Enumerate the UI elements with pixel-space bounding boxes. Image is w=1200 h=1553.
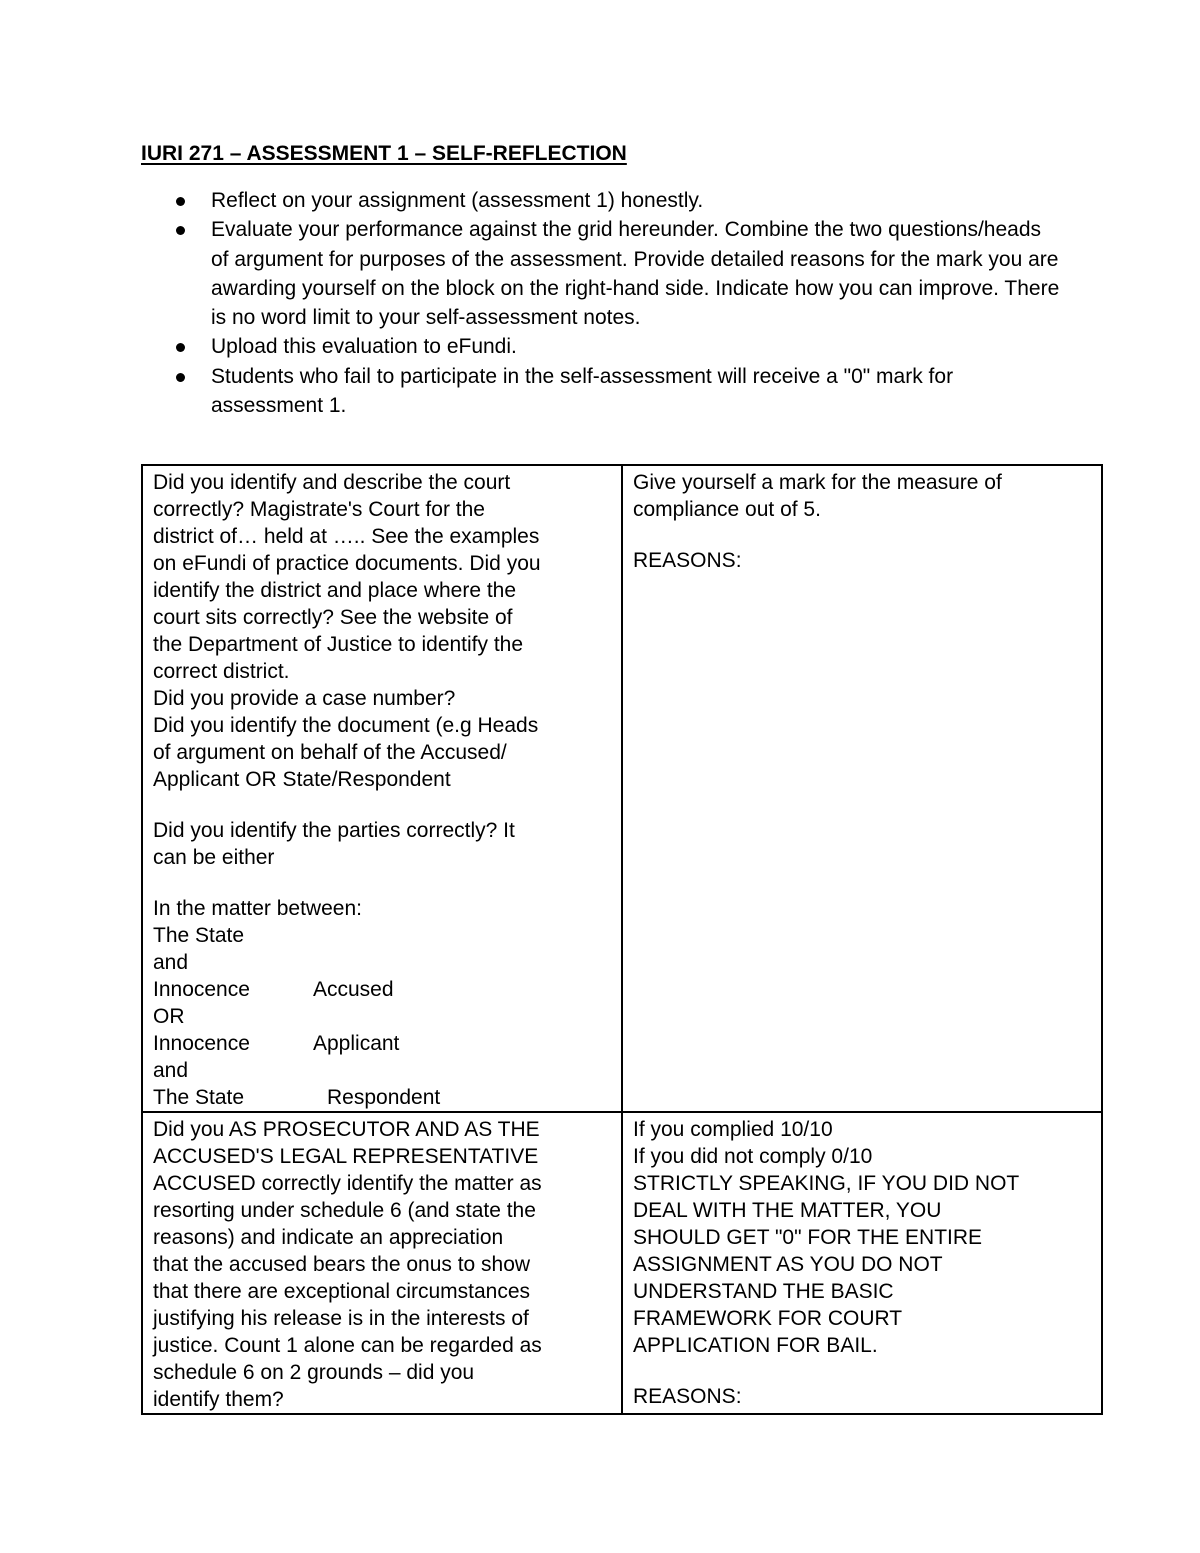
- party-innocence: Innocence: [153, 1032, 250, 1055]
- mark-cell[interactable]: [622, 465, 1102, 1112]
- mark-prompt-line: Give yourself a mark for the measure of: [633, 471, 1002, 494]
- mark-rule-line: FRAMEWORK FOR COURT: [633, 1307, 903, 1330]
- criteria-line: can be either: [153, 846, 275, 869]
- paragraph-gap: [153, 871, 611, 895]
- criteria-line: court sits correctly? See the website of: [153, 606, 513, 629]
- instruction-item: [141, 215, 1061, 332]
- criteria-line: justice. Count 1 alone can be regarded as: [153, 1334, 542, 1357]
- bullet-icon: [176, 343, 185, 352]
- grid-row-court-identification: [142, 465, 1102, 1112]
- mark-rule-line: ASSIGNMENT AS YOU DO NOT: [633, 1253, 943, 1276]
- criteria-line: correct district.: [153, 660, 290, 683]
- criteria-line: that the accused bears the onus to show: [153, 1253, 531, 1276]
- instruction-item: [141, 362, 1061, 421]
- criteria-line: Did you identify the document (e.g Heads: [153, 714, 539, 737]
- criteria-line: of argument on behalf of the Accused/: [153, 741, 507, 764]
- assessment-grid: [141, 464, 1103, 1415]
- criteria-cell: [142, 465, 622, 1112]
- criteria-line: justifying his release is in the interests of: [153, 1307, 529, 1330]
- reasons-label: REASONS:: [633, 1385, 742, 1408]
- criteria-line: resorting under schedule 6 (and state the: [153, 1199, 536, 1222]
- criteria-line: that there are exceptional circumstances: [153, 1280, 531, 1303]
- instruction-item: [141, 186, 1061, 215]
- instruction-text: Students who fail to participate in the self-assessment will receive a "0" mark for assessment 1.: [211, 364, 954, 418]
- instruction-text: Upload this evaluation to eFundi.: [211, 335, 517, 359]
- criteria-line: district of… held at ….. See the examples: [153, 525, 540, 548]
- criteria-line: ACCUSED'S LEGAL REPRESENTATIVE: [153, 1145, 539, 1168]
- criteria-cell: [142, 1112, 622, 1414]
- alternative-separator: OR: [153, 1005, 185, 1028]
- mark-cell[interactable]: [622, 1112, 1102, 1414]
- party-state: The State: [153, 924, 245, 947]
- criteria-line: ACCUSED correctly identify the matter as: [153, 1172, 542, 1195]
- party-role-accused: Accused: [313, 978, 394, 1001]
- mark-rule-line: SHOULD GET "0" FOR THE ENTIRE: [633, 1226, 983, 1249]
- reasons-label: REASONS:: [633, 549, 742, 572]
- mark-rule-line: If you did not comply 0/10: [633, 1145, 873, 1168]
- party-row: [153, 1084, 611, 1111]
- paragraph-gap: [153, 793, 611, 817]
- mark-rule-line: DEAL WITH THE MATTER, YOU: [633, 1199, 942, 1222]
- mark-rule-line: STRICTLY SPEAKING, IF YOU DID NOT: [633, 1172, 1020, 1195]
- criteria-line: identify the district and place where the: [153, 579, 517, 602]
- party-row: [153, 976, 611, 1003]
- party-row: [153, 1030, 611, 1057]
- party-conjunction: and: [153, 951, 189, 974]
- criteria-line: Did you identify the parties correctly? It: [153, 819, 515, 842]
- party-role-respondent: Respondent: [327, 1086, 441, 1109]
- criteria-line: Did you provide a case number?: [153, 687, 456, 710]
- instruction-text: Evaluate your performance against the grid hereunder. Combine the two questions/heads of argument for purposes of the assessment. Provide detailed reasons for the mark you are awarding yourself on the block on the right-hand side. Indicate how you can improve. There is no word limit to your self-assessment notes.: [211, 218, 1060, 330]
- party-conjunction: and: [153, 1059, 189, 1082]
- mark-rule-line: UNDERSTAND THE BASIC: [633, 1280, 894, 1303]
- criteria-line: reasons) and indicate an appreciation: [153, 1226, 504, 1249]
- grid-row-schedule-6: [142, 1112, 1102, 1414]
- criteria-line: Applicant OR State/Respondent: [153, 768, 451, 791]
- bullet-icon: [176, 226, 185, 235]
- document-title: IURI 271 – ASSESSMENT 1 – SELF-REFLECTION: [141, 142, 627, 165]
- mark-rule-line: If you complied 10/10: [633, 1118, 833, 1141]
- bullet-icon: [176, 197, 185, 206]
- mark-rule-line: APPLICATION FOR BAIL.: [633, 1334, 878, 1357]
- criteria-line: schedule 6 on 2 grounds – did you: [153, 1361, 475, 1384]
- paragraph-gap: [633, 1359, 1091, 1383]
- party-state: The State: [153, 1086, 245, 1109]
- instruction-item: [141, 332, 1061, 361]
- criteria-line: Did you identify and describe the court: [153, 471, 511, 494]
- criteria-line: the Department of Justice to identify the: [153, 633, 524, 656]
- instruction-text: Reflect on your assignment (assessment 1) honestly.: [211, 189, 704, 212]
- party-innocence: Innocence: [153, 978, 250, 1001]
- criteria-line: Did you AS PROSECUTOR AND AS THE: [153, 1118, 540, 1141]
- paragraph-gap: [633, 523, 1091, 547]
- instructions-list: [141, 186, 1061, 420]
- mark-prompt-line: compliance out of 5.: [633, 498, 821, 521]
- bullet-icon: [176, 373, 185, 382]
- criteria-line: correctly? Magistrate's Court for the: [153, 498, 485, 521]
- criteria-line: on eFundi of practice documents. Did you: [153, 552, 541, 575]
- party-role-applicant: Applicant: [313, 1032, 400, 1055]
- criteria-line: identify them?: [153, 1388, 284, 1411]
- matter-heading: In the matter between:: [153, 897, 362, 920]
